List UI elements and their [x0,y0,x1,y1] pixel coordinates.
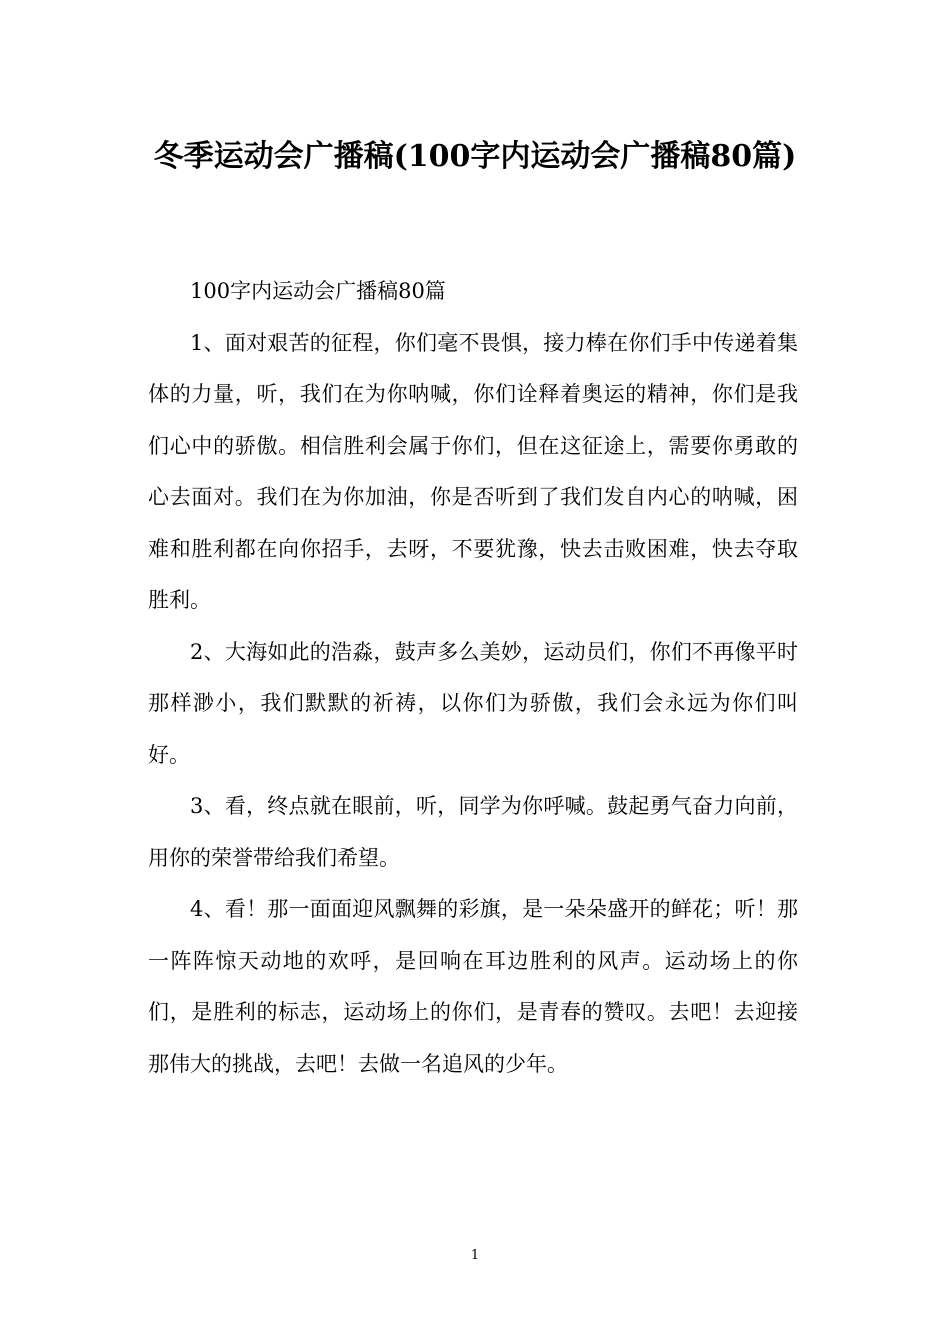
paragraph-4: 4、看！那一面面迎风飘舞的彩旗，是一朵朵盛开的鲜花；听！那一阵阵惊天动地的欢呼，是回响在耳边胜利的风声。运动场上的你们，是胜利的标志，运动场上的你们，是青春的赞叹。去吧！去迎接那伟大的挑战，去吧！去做一名追风的少年。 [148,897,798,1076]
document-body [148,266,798,1090]
paragraph-3: 3、看，终点就在眼前，听，同学为你呼喊。鼓起勇气奋力向前，用你的荣誉带给我们希望。 [148,794,798,870]
paragraph-2: 2、大海如此的浩淼，鼓声多么美妙，运动员们，你们不再像平时那样渺小，我们默默的祈祷，以你们为骄傲，我们会永远为你们叫好。 [148,639,798,767]
document-subtitle: 100字内运动会广播稿80篇 [190,279,446,303]
paragraph-1: 1、面对艰苦的征程，你们毫不畏惧，接力棒在你们手中传递着集体的力量，听，我们在为你呐喊，你们诠释着奥运的精神，你们是我们心中的骄傲。相信胜利会属于你们，但在这征途上，需要你勇敢的心去面对。我们在为你加油，你是否听到了我们发自内心的呐喊，困难和胜利都在向你招手，去呀，不要犹豫，快去击败困难，快去夺取胜利。 [148,330,798,612]
page-number: 1 [470,1248,480,1263]
document-title: 冬季运动会广播稿(100字内运动会广播稿80篇) [153,139,797,174]
